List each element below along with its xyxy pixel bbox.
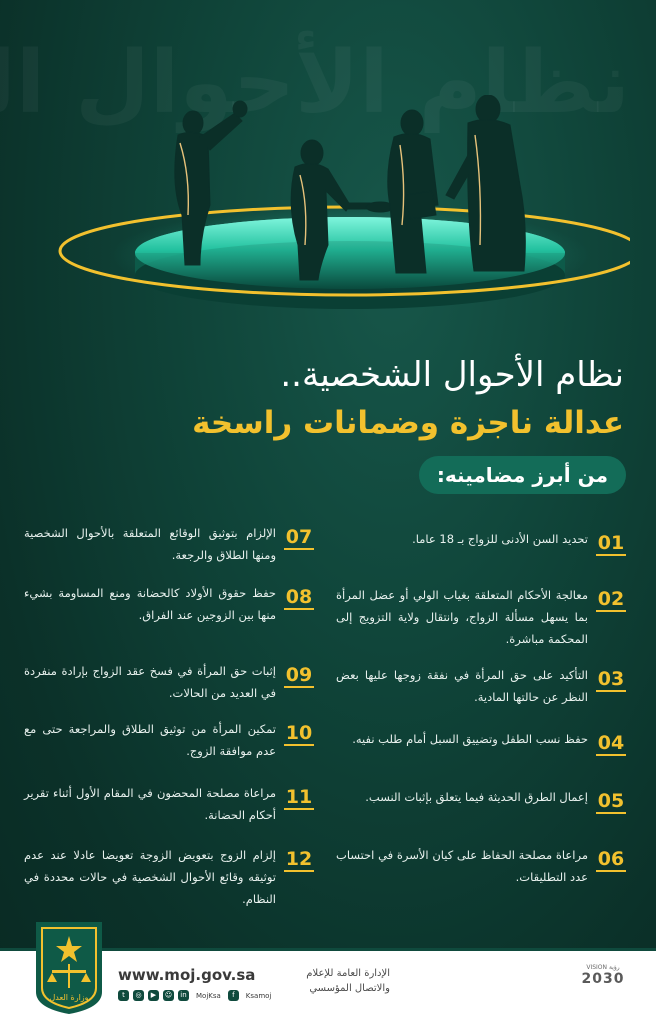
twitter-icon[interactable]: t [118, 990, 129, 1001]
list-item [336, 528, 626, 556]
list-item [24, 582, 314, 626]
item-number: 01 [596, 528, 626, 556]
item-text: معالجة الأحكام المتعلقة بغياب الولي أو عضل المرأة بما يسهل مسألة الزواج، وانتقال ولاية التزويج إلى المحكمة مباشرة. [336, 588, 588, 646]
list-item [336, 664, 626, 708]
item-number: 11 [284, 782, 314, 810]
item-text: مراعاة مصلحة المحضون في المقام الأول أثناء تقرير أحكام الحضانة. [24, 786, 276, 822]
snapchat-icon[interactable]: ☺ [164, 991, 173, 999]
list-item [24, 660, 314, 704]
ministry-name: وزارة العدل [49, 993, 89, 1002]
item-number: 07 [284, 522, 314, 550]
list-item [336, 584, 626, 650]
youtube-icon[interactable]: ▶ [148, 990, 159, 1001]
list-item [24, 782, 314, 826]
item-text: إثبات حق المرأة في فسخ عقد الزواج بإرادة منفردة في العديد من الحالات. [24, 664, 276, 700]
item-text: تمكين المرأة من توثيق الطلاق والمراجعة حتى مع عدم موافقة الزوج. [24, 722, 276, 758]
item-number: 02 [596, 584, 626, 612]
item-text: حفظ حقوق الأولاد كالحضانة ومنع المساومة بشيء منها بين الزوجين عند الفراق. [24, 586, 276, 622]
list-item [336, 728, 626, 756]
item-number: 10 [284, 718, 314, 746]
page-title: نظام الأحوال الشخصية.. [280, 355, 624, 395]
item-number: 04 [596, 728, 626, 756]
item-text: الإلزام بتوثيق الوقائع المتعلقة بالأحوال الشخصية ومنها الطلاق والرجعة. [24, 526, 276, 562]
social-links [118, 990, 274, 1001]
linkedin-icon[interactable]: in [178, 990, 189, 1001]
item-text: إعمال الطرق الحديثة فيما يتعلق بإثبات النسب. [365, 790, 588, 804]
list-item [24, 844, 314, 910]
item-text: حفظ نسب الطفل وتضييق السبل أمام طلب نفيه. [352, 732, 588, 746]
item-text: التأكيد على حق المرأة في نفقة زوجها عليها بعض النظر عن حالتها المادية. [336, 668, 588, 704]
list-item [24, 522, 314, 566]
vision-2030-logo [572, 964, 634, 1004]
website-link[interactable]: www.moj.gov.sa [118, 966, 256, 984]
vision-label: VISION رؤية [586, 964, 620, 971]
page-subtitle: عدالة ناجزة وضمانات راسخة [192, 405, 624, 441]
instagram-icon[interactable]: ◎ [133, 990, 144, 1001]
item-number: 12 [284, 844, 314, 872]
list-item [24, 718, 314, 762]
list-item [336, 786, 626, 814]
item-number: 05 [596, 786, 626, 814]
department-name: الإدارة العامة للإعلام والاتصال المؤسسي [306, 968, 390, 994]
ministry-logo-icon [32, 922, 106, 1014]
item-text: إلزام الزوج بتعويض الزوجة تعويضا عادلا عند عدم توثيقه وقائع الأحوال الشخصية في حالات محددة في النظام. [24, 848, 276, 906]
list-item [336, 844, 626, 888]
item-text: تحديد السن الأدنى للزواج بـ 18 عاما. [412, 532, 588, 546]
item-number: 08 [284, 582, 314, 610]
item-number: 03 [596, 664, 626, 692]
item-number: 06 [596, 844, 626, 872]
item-number: 09 [284, 660, 314, 688]
handle-secondary: Ksamoj [245, 991, 272, 1000]
section-label: من أبرز مضامينه: [419, 456, 626, 494]
vision-year: 2030 [581, 971, 625, 987]
handle-primary: MojKsa [196, 991, 221, 1000]
facebook-icon[interactable]: f [228, 990, 239, 1001]
family-illustration [50, 95, 630, 335]
item-text: مراعاة مصلحة الحفاظ على كيان الأسرة في احتساب عدد التطليقات. [336, 848, 588, 884]
